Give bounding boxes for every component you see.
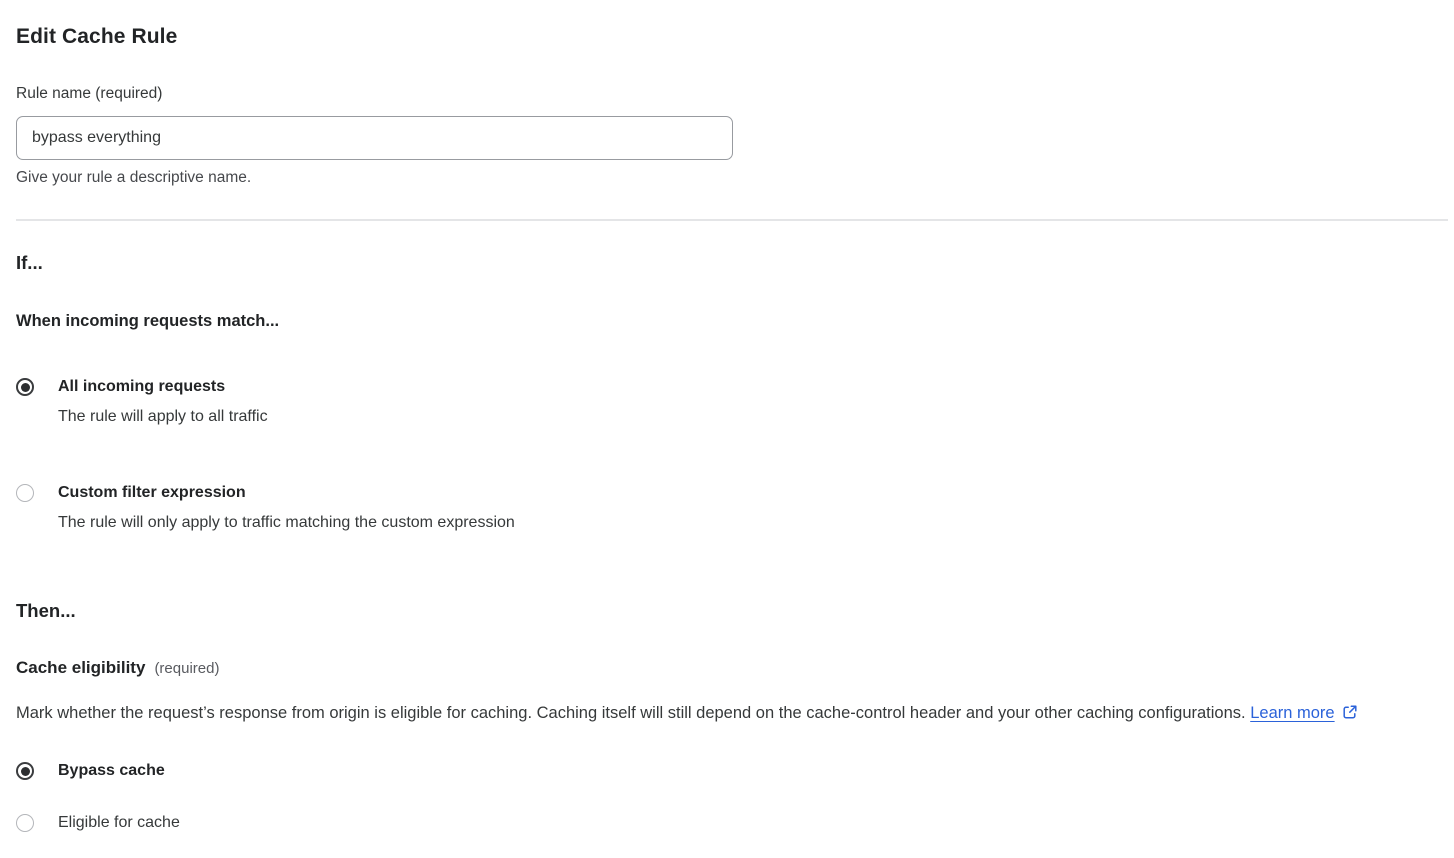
incoming-requests-match-heading: When incoming requests match...	[16, 312, 280, 330]
radio-button[interactable]	[16, 484, 34, 502]
if-heading: If...	[16, 252, 43, 273]
radio-option-description: The rule will apply to all traffic	[58, 408, 268, 425]
radio-option-all-incoming-requests[interactable]	[16, 377, 1408, 427]
cache-eligibility-description-text: Mark whether the request’s response from origin is eligible for caching. Caching itself will still depend on the cache-control header and your other caching configurations.	[16, 704, 1246, 722]
radio-option-content	[58, 483, 515, 533]
rule-name-label: Rule name (required)	[16, 85, 163, 102]
cache-eligibility-required-tag: (required)	[154, 660, 220, 677]
radio-option-content	[58, 377, 268, 427]
then-section	[16, 600, 1408, 833]
radio-option-label[interactable]: Bypass cache	[58, 762, 165, 779]
learn-more-link[interactable]	[1250, 704, 1357, 722]
radio-option-eligible-for-cache[interactable]	[16, 813, 1408, 833]
radio-option-label[interactable]: Eligible for cache	[58, 814, 180, 831]
then-heading: Then...	[16, 600, 76, 621]
radio-option-custom-filter-expression[interactable]	[16, 483, 1408, 533]
page-title: Edit Cache Rule	[16, 25, 178, 48]
radio-option-label[interactable]: Custom filter expression	[58, 484, 246, 501]
radio-option-bypass-cache[interactable]	[16, 761, 1408, 781]
cache-eligibility-label: Cache eligibility	[16, 658, 146, 677]
radio-button[interactable]	[16, 378, 34, 396]
cache-eligibility-description	[16, 699, 1408, 728]
if-section	[16, 252, 1408, 533]
external-link-icon	[1342, 704, 1358, 720]
cache-eligibility-label-row	[16, 658, 1408, 678]
learn-more-label[interactable]: Learn more	[1250, 704, 1335, 722]
section-divider	[16, 219, 1448, 221]
rule-name-input[interactable]	[16, 116, 733, 160]
radio-button[interactable]	[16, 762, 34, 780]
radio-option-label[interactable]: All incoming requests	[58, 378, 226, 395]
radio-option-description: The rule will only apply to traffic matching the custom expression	[58, 514, 515, 531]
rule-name-help: Give your rule a descriptive name.	[16, 169, 252, 186]
rule-name-field	[16, 85, 1408, 187]
radio-button[interactable]	[16, 814, 34, 832]
